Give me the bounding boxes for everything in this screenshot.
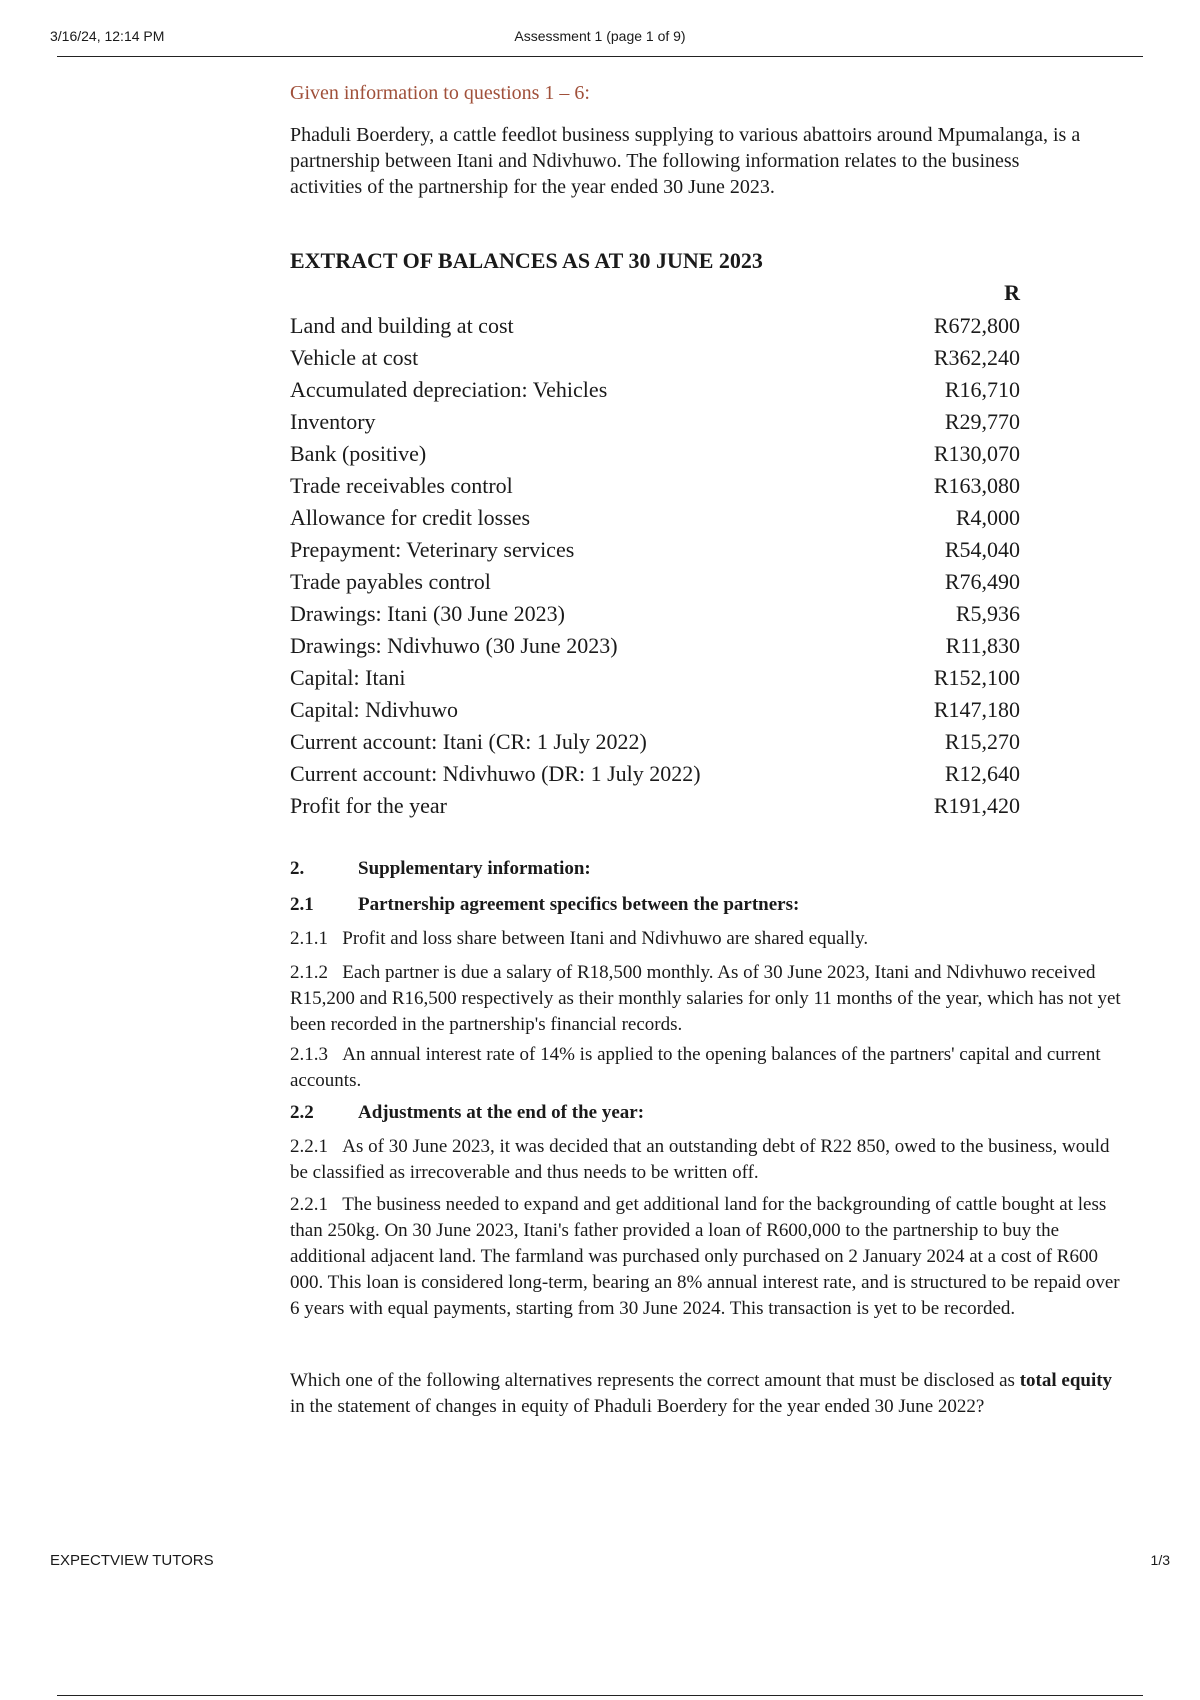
balance-row bbox=[290, 630, 1020, 662]
balance-amount: R130,070 bbox=[933, 441, 1020, 466]
balance-row bbox=[290, 566, 1020, 598]
balance-amount: R76,490 bbox=[944, 569, 1020, 594]
section-2-2-heading bbox=[290, 1100, 1130, 1126]
balance-amount: R12,640 bbox=[944, 761, 1020, 786]
balance-row bbox=[290, 438, 1020, 470]
section-text: Each partner is due a salary of R18,500 monthly. As of 30 June 2023, Itani and Ndivhuwo received R15,200 and R16,500 respectively as their monthly salaries for only 11 months of the year, which has not yet been recorded in the partnership's financial records. bbox=[290, 962, 1121, 1035]
section-text: An annual interest rate of 14% is applied to the opening balances of the partners' capital and current accounts. bbox=[290, 1044, 1101, 1091]
page-header-date: 3/16/24, 12:14 PM bbox=[50, 28, 165, 44]
section-number: 2.2 bbox=[290, 1102, 314, 1123]
balance-amount: R4,000 bbox=[955, 505, 1020, 530]
balance-row bbox=[290, 502, 1020, 534]
balance-row bbox=[290, 406, 1020, 438]
balance-amount: R11,830 bbox=[945, 633, 1020, 658]
balance-amount: R152,100 bbox=[933, 665, 1020, 690]
page-header-title: Assessment 1 (page 1 of 9) bbox=[514, 28, 686, 44]
balance-label: Accumulated depreciation: Vehicles bbox=[290, 377, 608, 402]
section-number: 2.1.3 bbox=[290, 1044, 328, 1065]
footer-page-number: 1/3 bbox=[1150, 1552, 1170, 1568]
balance-amount: R163,080 bbox=[933, 473, 1020, 498]
balances-title: EXTRACT OF BALANCES AS AT 30 JUNE 2023 bbox=[290, 248, 763, 273]
balance-row bbox=[290, 662, 1020, 694]
balance-row bbox=[290, 374, 1020, 406]
question-emphasis: total equity bbox=[1019, 1370, 1113, 1391]
section-2-2-1-loan bbox=[290, 1192, 1130, 1322]
section-number: 2.2.1 bbox=[290, 1136, 328, 1157]
section-number: 2.2.1 bbox=[290, 1194, 328, 1215]
balance-amount: R54,040 bbox=[944, 537, 1020, 562]
balances-column-header: R bbox=[1004, 280, 1020, 305]
balance-label: Allowance for credit losses bbox=[290, 505, 531, 530]
section-2-1-3 bbox=[290, 1042, 1130, 1094]
balance-amount: R16,710 bbox=[944, 377, 1020, 402]
balance-label: Profit for the year bbox=[290, 793, 447, 818]
balance-row bbox=[290, 470, 1020, 502]
balance-label: Drawings: Ndivhuwo (30 June 2023) bbox=[290, 633, 618, 658]
given-heading: Given information to questions 1 – 6: bbox=[290, 82, 590, 104]
section-number: 2. bbox=[290, 858, 305, 879]
balance-row bbox=[290, 534, 1020, 566]
balance-row bbox=[290, 790, 1020, 822]
balance-amount: R147,180 bbox=[933, 697, 1020, 722]
section-2-heading bbox=[290, 856, 1130, 882]
header-divider bbox=[57, 56, 1143, 57]
balance-label: Current account: Ndivhuwo (DR: 1 July 2022) bbox=[290, 761, 701, 786]
balance-label: Prepayment: Veterinary services bbox=[290, 537, 575, 562]
section-text: Profit and loss share between Itani and Ndivhuwo are shared equally. bbox=[342, 928, 869, 949]
balance-amount: R5,936 bbox=[955, 601, 1020, 626]
balance-label: Trade payables control bbox=[290, 569, 491, 594]
balance-amount: R362,240 bbox=[933, 345, 1020, 370]
question-text bbox=[290, 1368, 1130, 1420]
section-title: Adjustments at the end of the year: bbox=[358, 1102, 645, 1123]
balance-amount: R672,800 bbox=[933, 313, 1020, 338]
footer-divider bbox=[57, 1695, 1143, 1696]
balance-amount: R191,420 bbox=[933, 793, 1020, 818]
question-text-start: Which one of the following alternatives represents the correct amount that must be disclosed as bbox=[290, 1370, 1015, 1391]
balance-amount: R15,270 bbox=[944, 729, 1020, 754]
section-2-1-heading bbox=[290, 892, 1130, 918]
intro-paragraph: Phaduli Boerdery, a cattle feedlot business supplying to various abattoirs around Mpumalanga, is a partnership between Itani and Ndivhuwo. The following information relates to the business activities of the partnership for the year ended 30 June 2023. bbox=[290, 124, 1081, 198]
balance-amount: R29,770 bbox=[944, 409, 1020, 434]
balance-label: Land and building at cost bbox=[290, 313, 514, 338]
section-2-2-1-writeoff bbox=[290, 1134, 1130, 1186]
section-2-1-2 bbox=[290, 960, 1130, 1038]
question-text-end: in the statement of changes in equity of Phaduli Boerdery for the year ended 30 June 2022? bbox=[290, 1396, 985, 1417]
section-2-1-1 bbox=[290, 926, 1130, 952]
balance-label: Drawings: Itani (30 June 2023) bbox=[290, 601, 565, 626]
balance-row bbox=[290, 310, 1020, 342]
section-text: The business needed to expand and get additional land for the backgrounding of cattle bought at less than 250kg. On 30 June 2023, Itani's father provided a loan of R600,000 to the partnership to buy the additional adjacent land. The farmland was purchased only purchased on 2 January 2024 at a cost of R600 000. This loan is considered long-term, bearing an 8% annual interest rate, and is structured to be repaid over 6 years with equal payments, starting from 30 June 2024. This transaction is yet to be recorded. bbox=[290, 1194, 1120, 1319]
balance-row bbox=[290, 726, 1020, 758]
balance-label: Capital: Itani bbox=[290, 665, 406, 690]
balance-label: Inventory bbox=[290, 409, 376, 434]
section-title: Partnership agreement specifics between the partners: bbox=[358, 894, 800, 915]
balance-row bbox=[290, 694, 1020, 726]
balance-label: Vehicle at cost bbox=[290, 345, 419, 370]
footer-brand: EXPECTVIEW TUTORS bbox=[50, 1552, 214, 1569]
section-text: As of 30 June 2023, it was decided that an outstanding debt of R22 850, owed to the business, would be classified as irrecoverable and thus needs to be written off. bbox=[290, 1136, 1110, 1183]
balance-row bbox=[290, 758, 1020, 790]
section-number: 2.1 bbox=[290, 894, 314, 915]
balance-row bbox=[290, 342, 1020, 374]
section-number: 2.1.1 bbox=[290, 928, 328, 949]
section-title: Supplementary information: bbox=[358, 858, 591, 879]
balance-label: Trade receivables control bbox=[290, 473, 513, 498]
balances-table bbox=[290, 310, 1020, 822]
balance-row bbox=[290, 598, 1020, 630]
section-number: 2.1.2 bbox=[290, 962, 328, 983]
balance-label: Capital: Ndivhuwo bbox=[290, 697, 459, 722]
balance-label: Bank (positive) bbox=[290, 441, 427, 466]
balance-label: Current account: Itani (CR: 1 July 2022) bbox=[290, 729, 647, 754]
